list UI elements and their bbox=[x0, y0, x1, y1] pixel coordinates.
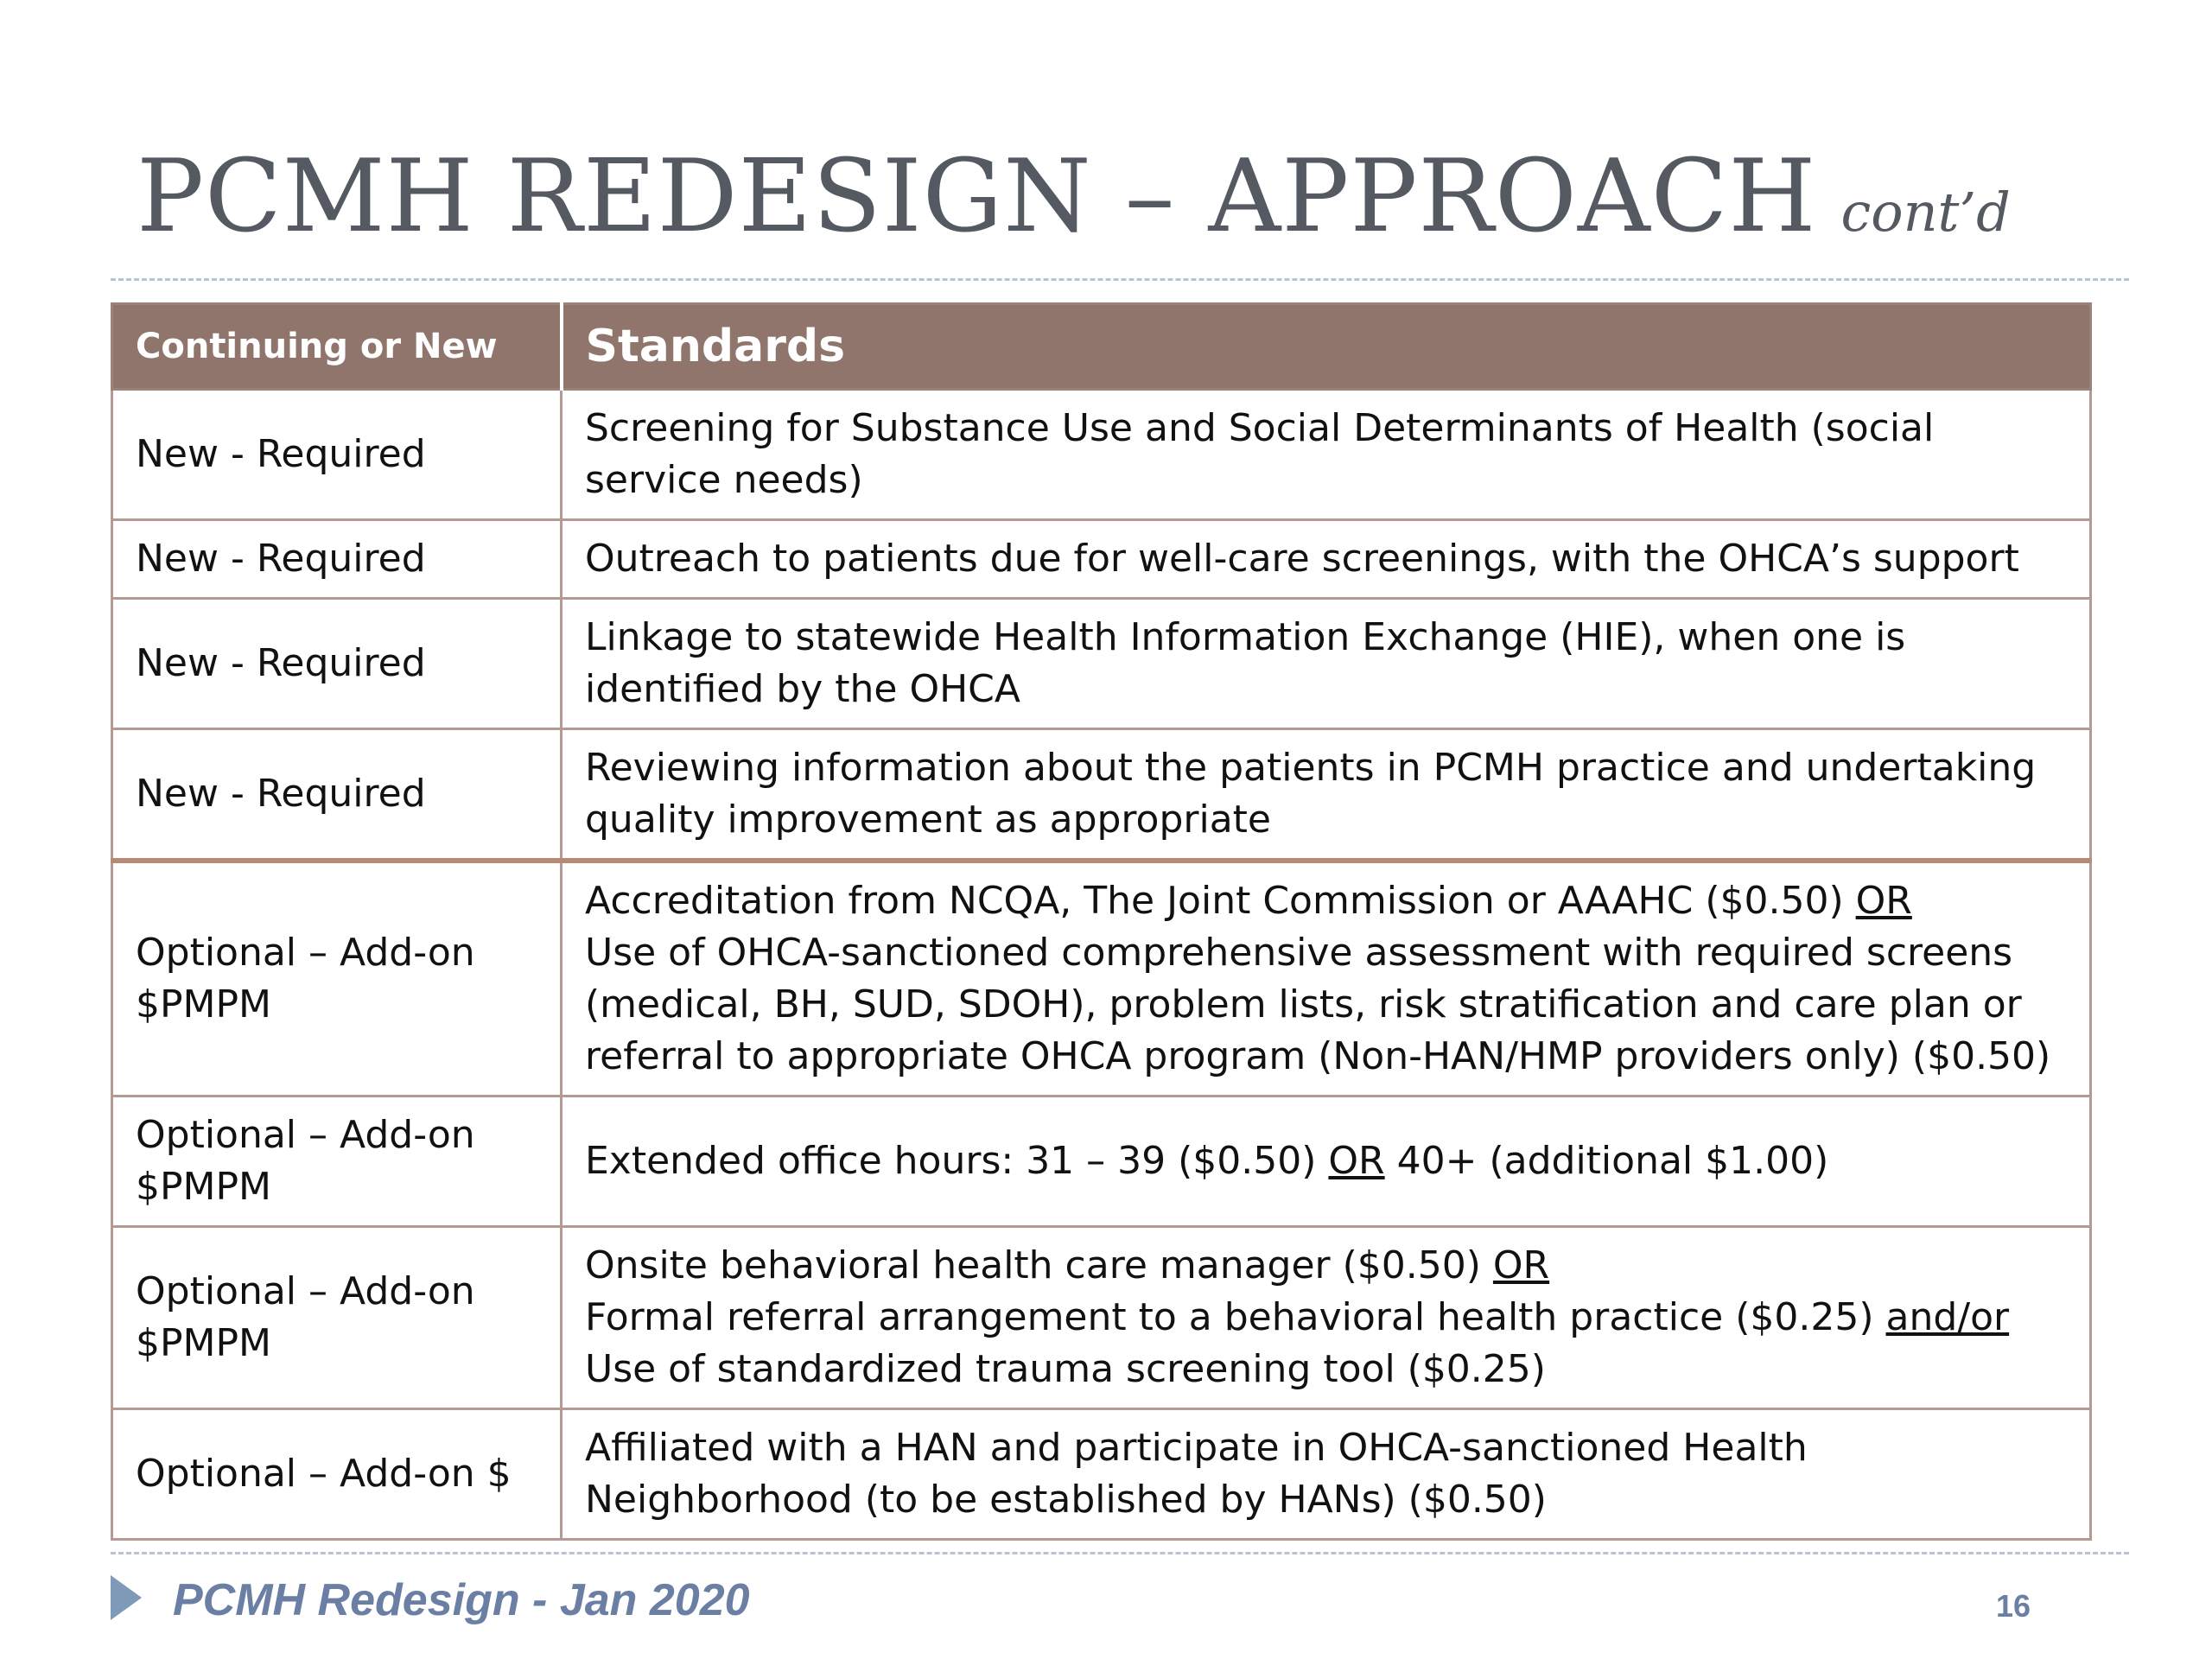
standard-line bbox=[585, 1240, 2067, 1292]
standard-text: Use of OHCA-sanctioned comprehensive assessment with required screens (medical, BH, SUD, SDOH), problem lists, risk stratification and care plan or referral to appropriate OHCA program (Non-HAN/HMP providers only) ($0.50) bbox=[585, 931, 2051, 1078]
requirement-type-cell: New - Required bbox=[112, 520, 562, 599]
standard-text: 40+ (additional $1.00) bbox=[1384, 1139, 1829, 1183]
requirement-type-cell: New - Required bbox=[112, 729, 562, 861]
column-header-standards: Standards bbox=[562, 304, 2091, 390]
top-divider bbox=[111, 278, 2129, 281]
table-row bbox=[112, 390, 2091, 520]
standard-line bbox=[585, 927, 2067, 1083]
standard-line bbox=[585, 742, 2067, 846]
standard-line bbox=[585, 533, 2067, 585]
slide-title-text: PCMH REDESIGN – APPROACH bbox=[137, 138, 1817, 255]
underlined-conjunction: OR bbox=[1328, 1139, 1385, 1183]
requirement-type-cell: Optional – Add-on $PMPM bbox=[112, 1096, 562, 1227]
standard-cell bbox=[562, 729, 2091, 861]
standards-table bbox=[111, 302, 2092, 1541]
requirement-type-cell: Optional – Add-on $PMPM bbox=[112, 1227, 562, 1409]
standard-cell bbox=[562, 1096, 2091, 1227]
standard-line bbox=[585, 1422, 2067, 1526]
standard-cell bbox=[562, 1227, 2091, 1409]
standard-cell bbox=[562, 390, 2091, 520]
standard-line bbox=[585, 875, 2067, 927]
underlined-conjunction: OR bbox=[1492, 1243, 1550, 1287]
table-row bbox=[112, 599, 2091, 729]
table-row bbox=[112, 1227, 2091, 1409]
requirement-type-cell: Optional – Add-on $ bbox=[112, 1409, 562, 1540]
footer-arrow-icon bbox=[111, 1575, 142, 1620]
standard-text: Affiliated with a HAN and participate in OHCA-sanctioned Health Neighborhood (to be established by HANs) ($0.50) bbox=[585, 1426, 1808, 1522]
standard-text: Linkage to statewide Health Information Exchange (HIE), when one is identified by the OHCA bbox=[585, 615, 1906, 711]
standard-text: Onsite behavioral health care manager ($0.50) bbox=[585, 1243, 1493, 1287]
table-body bbox=[112, 390, 2091, 1540]
standard-text: Screening for Substance Use and Social Determinants of Health (social service needs) bbox=[585, 406, 1935, 502]
table-row bbox=[112, 520, 2091, 599]
requirement-type-cell: New - Required bbox=[112, 390, 562, 520]
table-row bbox=[112, 861, 2091, 1096]
underlined-conjunction: and/or bbox=[1885, 1295, 2010, 1339]
table-row bbox=[112, 1096, 2091, 1227]
table-header-row bbox=[112, 304, 2091, 390]
standard-line bbox=[585, 1292, 2067, 1395]
table-row bbox=[112, 1409, 2091, 1540]
requirement-type-cell: Optional – Add-on $PMPM bbox=[112, 861, 562, 1096]
standard-line bbox=[585, 1135, 2067, 1187]
standard-text: Accreditation from NCQA, The Joint Commission or AAAHC ($0.50) bbox=[585, 879, 1856, 923]
table-row bbox=[112, 729, 2091, 861]
standard-text: Formal referral arrangement to a behavioral health practice ($0.25) bbox=[585, 1295, 1886, 1339]
standard-text: Extended office hours: 31 – 39 ($0.50) bbox=[585, 1139, 1329, 1183]
slide-title bbox=[137, 138, 2011, 255]
standard-line bbox=[585, 612, 2067, 715]
standard-cell bbox=[562, 1409, 2091, 1540]
page-number: 16 bbox=[1996, 1588, 2031, 1624]
underlined-conjunction: OR bbox=[1855, 879, 1912, 923]
bottom-divider bbox=[111, 1552, 2129, 1554]
standard-cell bbox=[562, 599, 2091, 729]
standard-text: Reviewing information about the patients in PCMH practice and undertaking quality improvement as appropriate bbox=[585, 746, 2037, 842]
standard-cell bbox=[562, 861, 2091, 1096]
standard-text: Outreach to patients due for well-care screenings, with the OHCA’s support bbox=[585, 537, 2019, 581]
standard-line bbox=[585, 403, 2067, 506]
standard-text: Use of standardized trauma screening tool ($0.25) bbox=[585, 1347, 1546, 1391]
column-header-continuing-or-new: Continuing or New bbox=[112, 304, 562, 390]
requirement-type-cell: New - Required bbox=[112, 599, 562, 729]
footer-text: PCMH Redesign - Jan 2020 bbox=[173, 1575, 750, 1625]
standard-cell bbox=[562, 520, 2091, 599]
slide-title-suffix: cont’d bbox=[1840, 181, 2011, 244]
